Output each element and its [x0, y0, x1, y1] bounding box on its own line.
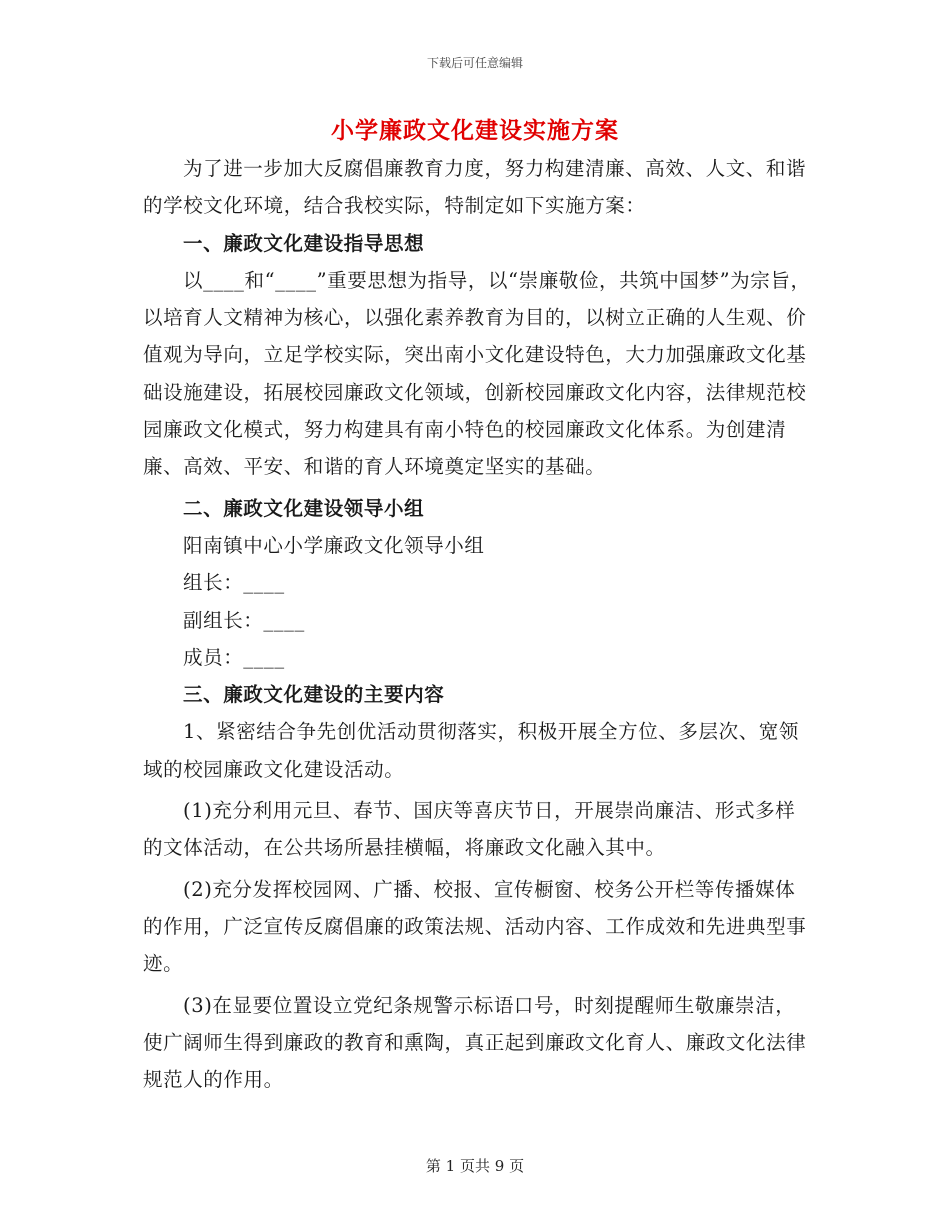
section-heading-2: 二、廉政文化建设领导小组 [183, 496, 425, 520]
deputy-leader-line: 副组长：____ [183, 608, 305, 632]
content-item-1: 1、紧密结合争先创优活动贯彻落实，积极开展全方位、多层次、宽领域的校园廉政文化建设活动。 [143, 720, 800, 781]
document-title: 小学廉政文化建设实施方案 [331, 117, 619, 144]
guiding-thought-paragraph: 以____和“____”重要思想为指导，以“崇廉敬俭，共筑中国梦”为宗旨，以培育人文精神为核心，以强化素养教育为目的，以树立正确的人生观、价值观为导向，立足学校实际，突出南小文化建设特色，大力加强廉政文化基础设施建设，拓展校园廉政文化领域，创新校园廉政文化内容，法律规范校园廉政文化模式，努力构建具有南小特色的校园廉政文化体系。为创建清廉、高效、平安、和谐的育人环境奠定坚实的基础。 [143, 268, 811, 479]
page-header-note: 下载后可任意编辑 [426, 56, 523, 70]
document-body [143, 150, 815, 1098]
group-leader-line: 组长：____ [183, 571, 285, 595]
page-footer: 第 1 页共 9 页 [425, 1157, 525, 1175]
content-subitem-1: (1)充分利用元旦、春节、国庆等喜庆节日，开展崇尚廉洁、形式多样的文体活动，在公共场所悬挂横幅，将廉政文化融入其中。 [143, 799, 796, 860]
leadership-group-name: 阳南镇中心小学廉政文化领导小组 [183, 533, 485, 557]
content-subitem-3: (3)在显要位置设立党纪条规警示标语口号，时刻提醒师生敬廉崇洁，使广阔师生得到廉政的教育和熏陶，真正起到廉政文化育人、廉政文化法律规范人的作用。 [143, 993, 807, 1092]
content-subitem-2: (2)充分发挥校园网、广播、校报、宣传橱窗、校务公开栏等传播媒体的作用，广泛宣传反腐倡廉的政策法规、活动内容、工作成效和先进典型事迹。 [143, 877, 807, 976]
intro-paragraph: 为了进一步加大反腐倡廉教育力度，努力构建清廉、高效、人文、和谐的学校文化环境，结合我校实际，特制定如下实施方案： [143, 157, 807, 218]
section-heading-3: 三、廉政文化建设的主要内容 [183, 683, 445, 707]
members-line: 成员：____ [183, 645, 285, 669]
section-heading-1: 一、廉政文化建设指导思想 [183, 231, 425, 255]
